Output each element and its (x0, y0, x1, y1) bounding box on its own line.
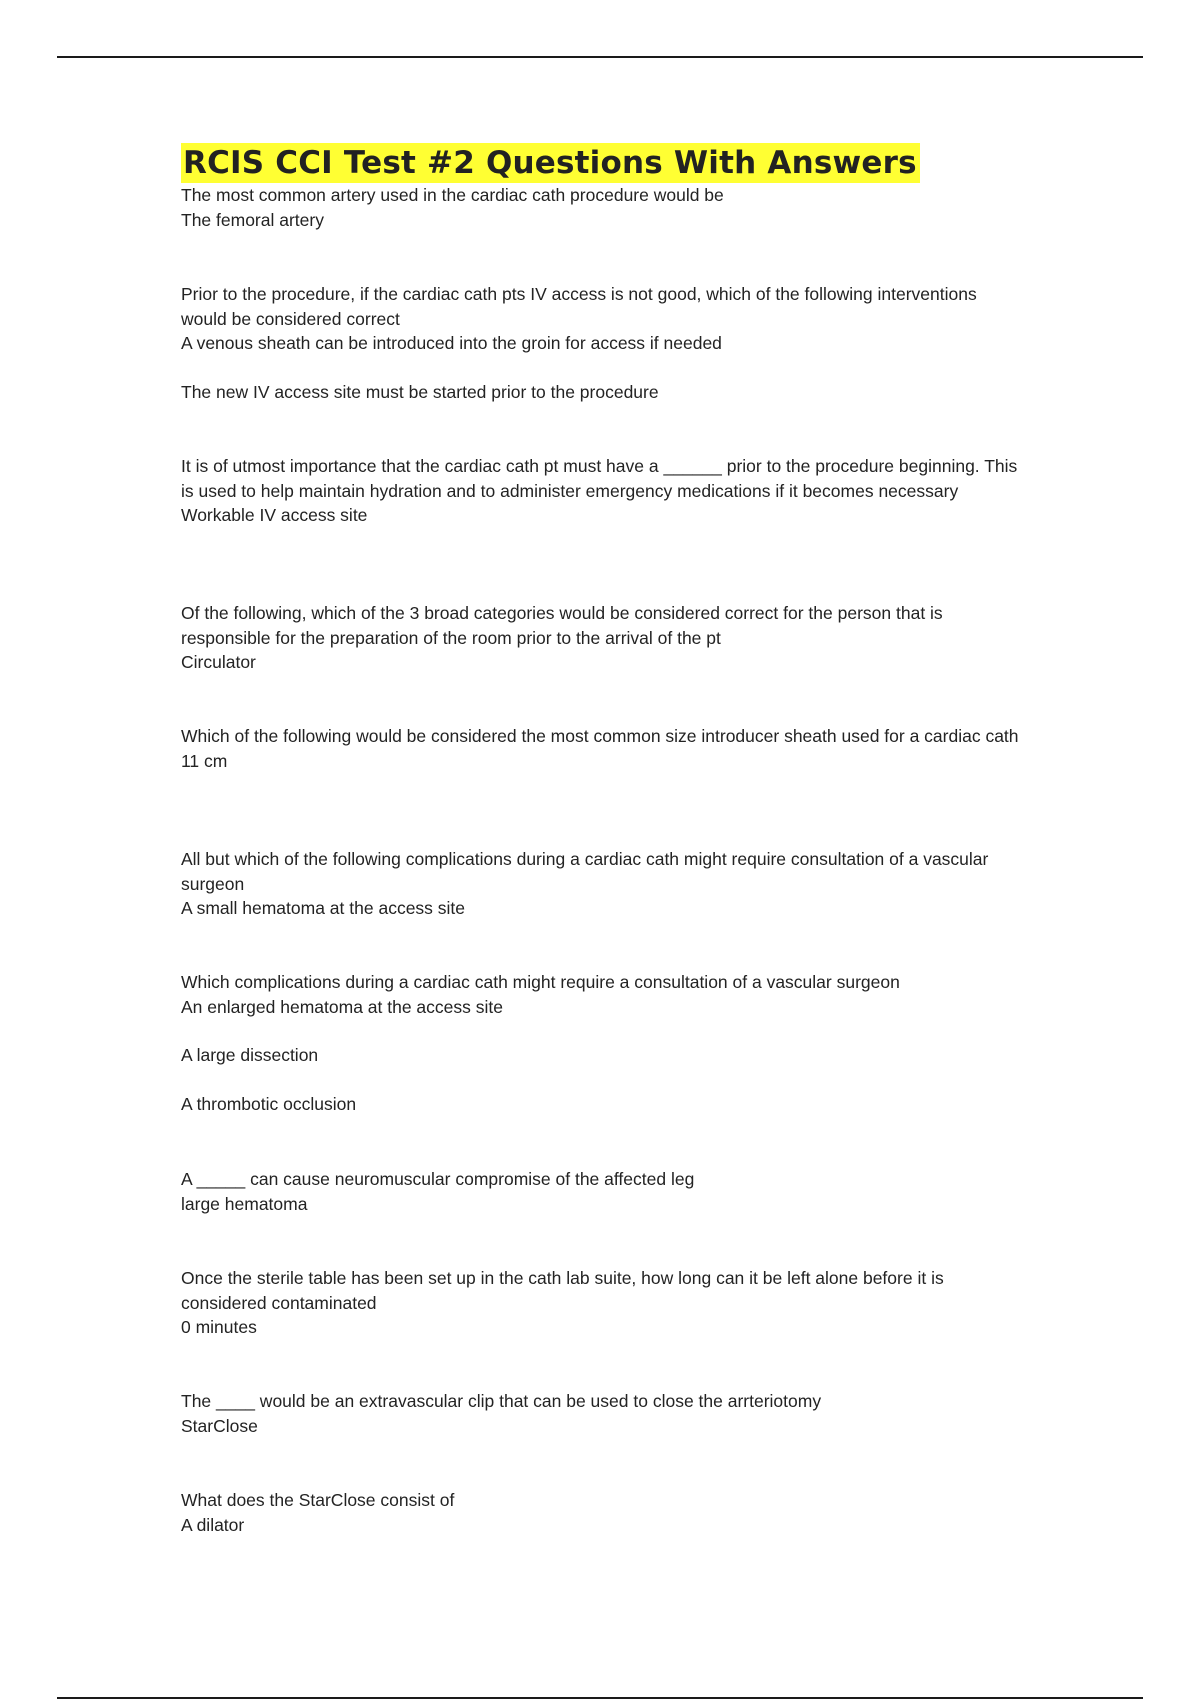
answer-text: large hematoma (181, 1193, 308, 1214)
answer-text: A small hematoma at the access site (181, 898, 466, 919)
bottom-rule (57, 1697, 1143, 1699)
question-text: It is of utmost importance that the cardiac cath pt must have a ______ prior to the procedure beginning. This is used to help maintain hydration and to administer emergency medications if it becomes necessary (181, 456, 1018, 501)
qa-block-11 (181, 1488, 1021, 1537)
question-text: What does the StarClose consist of (181, 1490, 455, 1510)
qa-block-5 (181, 724, 1021, 773)
qa-block-10 (181, 1389, 1021, 1438)
top-rule (57, 56, 1143, 58)
question-text: The ____ would be an extravascular clip that can be used to close the arrteriotomy (181, 1391, 822, 1411)
answer-text: 11 cm (181, 750, 228, 771)
qa-block-9 (181, 1266, 1021, 1340)
question-text: All but which of the following complications during a cardiac cath might require consultation of a vascular surgeon (181, 849, 989, 894)
answer-text: A dilator (181, 1514, 245, 1535)
question-text: Of the following, which of the 3 broad categories would be considered correct for the person that is responsible for the preparation of the room prior to the arrival of the pt (181, 603, 943, 648)
question-text: Which of the following would be considered the most common size introducer sheath used for a cardiac cath (181, 726, 1019, 746)
qa-block-2 (181, 282, 1021, 404)
question-text: Prior to the procedure, if the cardiac cath pts IV access is not good, which of the following interventions would be considered correct (181, 284, 977, 329)
answer-text: 0 minutes (181, 1317, 257, 1338)
qa-block-6 (181, 847, 1021, 921)
qa-block-3 (181, 454, 1021, 528)
question-text: The most common artery used in the cardiac cath procedure would be (181, 185, 724, 205)
answer-text: A venous sheath can be introduced into the groin for access if needed (181, 333, 722, 354)
answer-text: A large dissection (181, 1045, 319, 1066)
question-text: A _____ can cause neuromuscular compromise of the affected leg (181, 1169, 695, 1189)
qa-block-1 (181, 183, 1021, 232)
answer-text: The femoral artery (181, 209, 324, 230)
qa-block-7 (181, 970, 1021, 1116)
question-text: Once the sterile table has been set up in the cath lab suite, how long can it be left alone before it is considered contaminated (181, 1268, 944, 1313)
answer-text: The new IV access site must be started prior to the procedure (181, 381, 659, 402)
answer-text: StarClose (181, 1415, 258, 1436)
qa-block-4 (181, 601, 1021, 675)
answer-text: An enlarged hematoma at the access site (181, 996, 503, 1017)
answer-text: A thrombotic occlusion (181, 1093, 357, 1114)
question-text: Which complications during a cardiac cath might require a consultation of a vascular surgeon (181, 972, 900, 992)
qa-block-8 (181, 1167, 1021, 1216)
document-title: RCIS CCI Test #2 Questions With Answers (181, 143, 920, 183)
answer-text: Circulator (181, 652, 256, 673)
answer-text: Workable IV access site (181, 505, 368, 526)
